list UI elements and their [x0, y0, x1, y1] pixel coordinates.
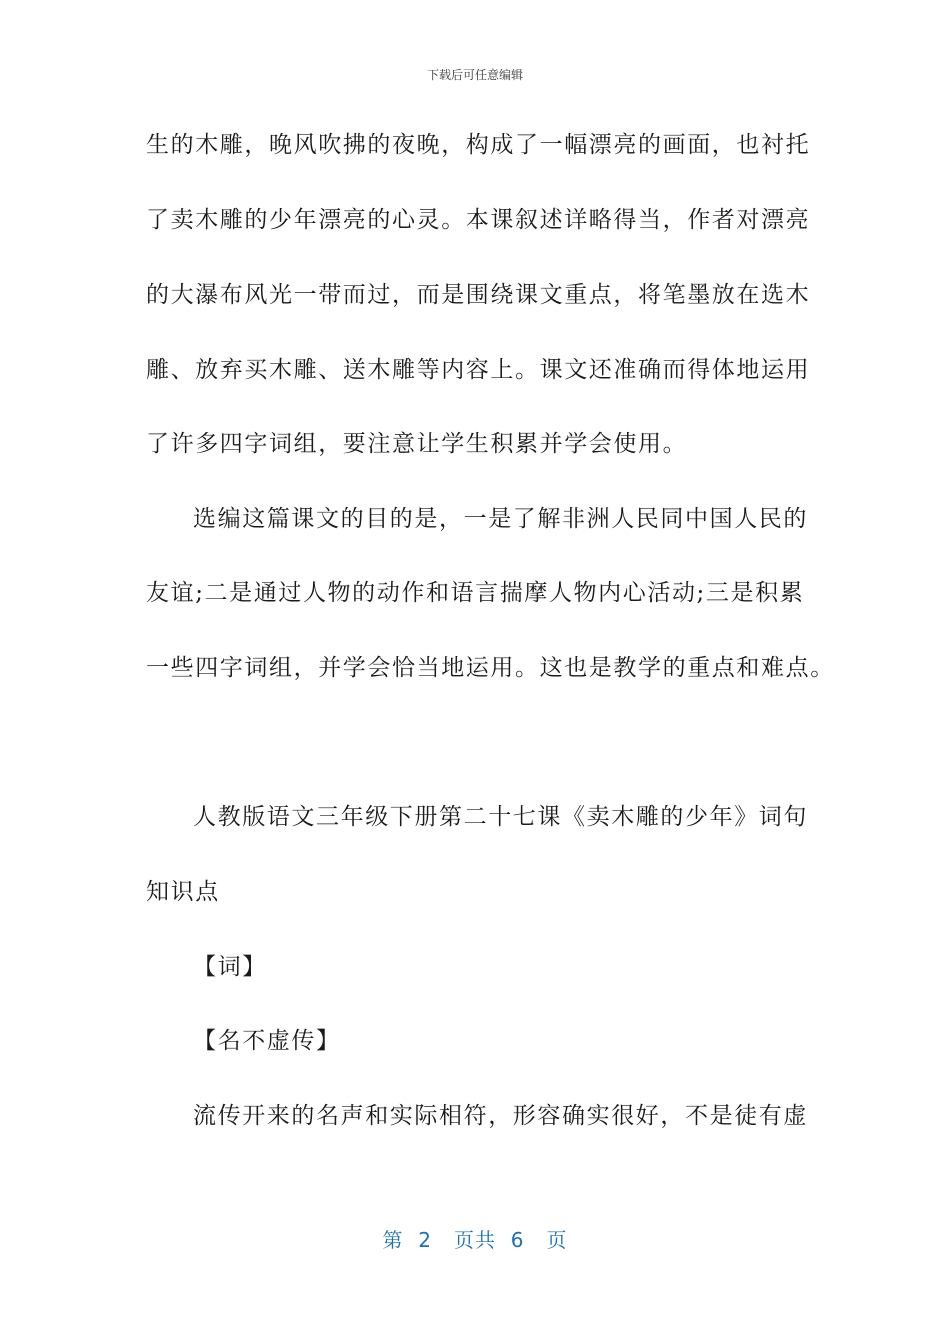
paragraph-line: 雕、放弃买木雕、送木雕等内容上。课文还准确而得体地运用: [146, 357, 811, 383]
section-title-line: 知识点: [146, 879, 220, 905]
paragraph-line: 了许多四字词组，要注意让学生积累并学会使用。: [146, 431, 688, 457]
term-heading: 【名不虚传】: [193, 1028, 341, 1054]
page-header: 下载后可任意编辑: [426, 68, 523, 82]
term-definition-line: 流传开来的名声和实际相符，形容确实很好，不是徒有虚: [193, 1103, 808, 1129]
section-title-line: 人教版语文三年级下册第二十七课《卖木雕的少年》词句: [193, 804, 808, 830]
page-number-footer: 第 2 页共 6 页: [382, 1228, 568, 1252]
paragraph-line: 生的木雕，晚风吹拂的夜晚，构成了一幅漂亮的画面，也衬托: [146, 132, 811, 158]
category-heading: 【词】: [193, 954, 267, 980]
paragraph-line: 友谊;二是通过人物的动作和语言揣摩人物内心活动;三是积累: [146, 580, 805, 606]
paragraph-line: 一些四字词组，并学会恰当地运用。这也是教学的重点和难点。: [146, 655, 835, 681]
paragraph-line: 选编这篇课文的目的是，一是了解非洲人民同中国人民的: [193, 506, 808, 532]
paragraph-line: 的大瀑布风光一带而过，而是围绕课文重点，将笔墨放在选木: [146, 282, 811, 308]
paragraph-line: 了卖木雕的少年漂亮的心灵。本课叙述详略得当，作者对漂亮: [146, 207, 811, 233]
